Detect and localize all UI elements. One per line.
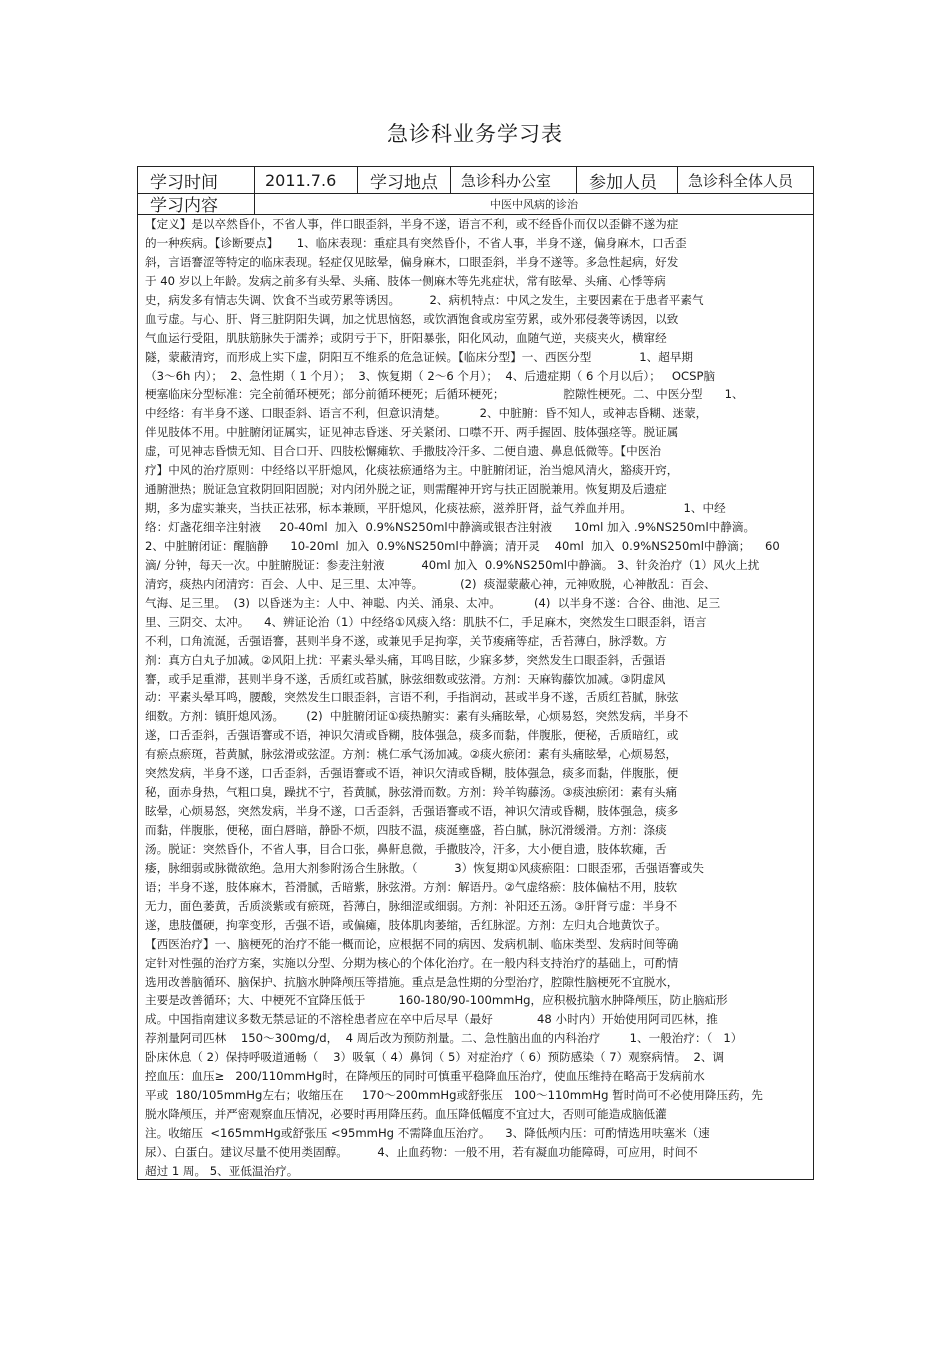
content-line: 隧，蒙蔽清窍，而形成上实下虚，阴阳互不维系的危急证候。【临床分型】一、西医分型 1、超早期 <box>145 349 694 364</box>
content-line: 气海、足三里。 (3) 以昏迷为主：人中、神聪、内关、涌泉、太冲。 (4) 以半身不遂：合谷、曲池、足三 <box>145 595 721 610</box>
content-line: 有瘀点瘀斑，苔黄腻，脉弦滑或弦涩。方剂：桃仁承气汤加减。②痰火瘀闭：素有头痛眩晕，心烦易怒， <box>145 747 678 762</box>
content-value: 中医中风病的诊治 <box>490 197 578 211</box>
content-line: 而黏，伴腹胀，便秘，面白唇暗，静卧不烦，四肢不温，痰涎壅盛，苔白腻，脉沉滑缓滑。方剂：涤痰 <box>145 823 667 837</box>
content-line: 无力，面色萎黄，舌质淡紫或有瘀斑，苔薄白，脉细涩或细弱。方剂：补阳还五汤。③肝肾亏虚：半身不 <box>145 898 678 913</box>
content-line: 语；半身不遂，肢体麻木，苔滑腻，舌暗紫，脉弦滑。方剂：解语丹。②气虚络瘀：肢体偏枯不用，肢软 <box>145 879 678 894</box>
content-line: 平或 180/105mmHg左右；收缩压在 170～200mmHg或舒张压 100～110mmHg 暂时尚可不必使用降压药，先 <box>145 1088 763 1103</box>
content-line: 伴见肢体不用。中脏腑闭证属实，证见神志昏迷、牙关紧闭、口噤不开、两手握固、肢体强痉等。脱证属 <box>145 425 679 440</box>
content-line: 络：灯盏花细辛注射液 20-40ml 加入 0.9%NS250ml中静滴或银杏注射液 10ml 加入 .9%NS250ml中静滴。 <box>145 520 756 534</box>
content-line: 超过 1 周。 5、亚低温治疗。 <box>145 1163 299 1178</box>
content-line: 疗】中风的治疗原则：中经络以平肝熄风，化痰祛瘀通络为主。中脏腑闭证，治当熄风清火，豁痰开窍， <box>145 463 679 478</box>
content-line: 选用改善脑循环、脑保护、抗脑水肿降颅压等措施。重点是急性期的分型治疗，腔隙性脑梗死不宜脱水， <box>145 974 679 989</box>
content-line: 汤。脱证：突然昏仆，不省人事，目合口张，鼻鼾息微，手撒肢冷，汗多，大小便自遗，肢体软瘫，舌 <box>145 841 667 856</box>
content-line: （3～6h 内）； 2、急性期（ 1 个月）； 3、恢复期（ 2～6 个月）； 4、后遗症期（ 6 个月以后）； OCSP脑 <box>145 368 716 383</box>
content-line: 的一种疾病。【诊断要点】 1、临床表现：重症具有突然昏仆，不省人事，半身不遂，偏身麻木，口舌歪 <box>145 235 687 250</box>
time-label: 学习时间 <box>138 167 255 193</box>
content-line: 主要是改善循环；大、中梗死不宜降压低于 160-180/90-100mmHg，应积极抗脑水肿降颅压，防止脑疝形 <box>145 993 728 1008</box>
people-label: 参加人员 <box>577 167 678 193</box>
content-line: 通腑泄热；脱证急宜救阴回阳固脱；对内闭外脱之证，则需醒神开窍与扶正固脱兼用。恢复期及后遗症 <box>145 482 667 497</box>
content-line: 遂，患肢僵硬，拘挛变形，舌强不语，或偏瘫，肢体肌肉萎缩，舌红脉涩。方剂：左归丸合地黄饮子。 <box>145 917 667 932</box>
header-row <box>138 167 813 194</box>
content-line: 史，病发多有情志失调、饮食不当或劳累等诱因。 2、病机特点：中风之发生，主要因素在于患者平素气 <box>145 292 704 307</box>
content-line: 滴/ 分钟，每天一次。中脏腑脱证：参麦注射液 40ml 加入 0.9%NS250ml中静滴。 3、针灸治疗（1）风火上扰 <box>145 557 760 572</box>
content-line: 定针对性强的治疗方案，实施以分型、分期为核心的个体化治疗。在一般内科支持治疗的基础上，可酌情 <box>145 955 679 970</box>
content-line: 謇，或手足重滞，甚则半身不遂，舌质红或苔腻，脉弦细数或弦滑。方剂：天麻钩藤饮加减。③阴虚风 <box>145 671 666 686</box>
content-line: 梗塞临床分型标准：完全前循环梗死；部分前循环梗死；后循环梗死； 腔隙性梗死。二、中医分型 1、 <box>145 387 744 402</box>
content-line: 【西医治疗】一、脑梗死的治疗不能一概而论，应根据不同的病因、发病机制、临床类型、发病时间等确 <box>145 936 679 951</box>
content-line: 脱水降颅压，并严密观察血压情况，必要时再用降压药。血压降低幅度不宜过大，否则可能造成脑低灌 <box>145 1107 667 1122</box>
content-line: 斜，言语謇涩等特定的临床表现。轻症仅见眩晕，偏身麻木，口眼歪斜，半身不遂等。多急性起病，好发 <box>145 254 679 269</box>
content-line: 清窍，痰热内闭清窍：百会、人中、足三里、太冲等。 (2) 痰湿蒙蔽心神，元神败脱，心神散乱：百会、 <box>145 576 716 591</box>
content-line: 突然发病，半身不遂，口舌歪斜，舌强语謇或不语，神识欠清或昏糊，肢体强急，痰多而黏，伴腹胀，便 <box>145 766 679 781</box>
content-line: 2、中脏腑闭证：醒脑静 10-20ml 加入 0.9%NS250ml中静滴；清开灵 40ml 加入 0.9%NS250ml中静滴； 60 <box>145 538 780 553</box>
page-title: 急诊科业务学习表 <box>387 122 563 146</box>
content-line: 气血运行受阻，肌肤筋脉失于濡养；或阴亏于下，肝阳暴张，阳化风动，血随气逆，夹痰夹火，横窜经 <box>145 330 667 345</box>
content-line: 控血压：血压≥ 200/110mmHg时，在降颅压的同时可慎重平稳降血压治疗，使血压维持在略高于发病前水 <box>145 1069 705 1084</box>
content-line: 荐剂量阿司匹林 150～300mg/d， 4 周后改为预防剂量。二、急性脑出血的内科治疗 1、一般治疗：（ 1） <box>145 1031 743 1046</box>
content-line: 尿）、白蛋白。建议尽量不使用类固醇。 4、止血药物：一般不用，若有凝血功能障碍，可应用，时间不 <box>145 1144 698 1159</box>
content-line: 细数。方剂：镇肝熄风汤。 (2) 中脏腑闭证①痰热腑实：素有头痛眩晕，心烦易怒，突然发病，半身不 <box>145 709 689 724</box>
place-value: 急诊科办公室 <box>451 167 577 193</box>
content-line: 虚，可见神志昏愦无知、目合口开、四肢松懈瘫软、手撒肢冷汗多、二便自遗、鼻息低微等。【中医治 <box>145 444 661 459</box>
place-label: 学习地点 <box>358 167 451 193</box>
study-form-table <box>137 166 814 1180</box>
content-row <box>138 193 813 215</box>
content-line: 动：平素头晕耳鸣，腰酸，突然发生口眼歪斜，言语不利，手指润动，甚或半身不遂，舌质红苔腻，脉弦 <box>145 690 679 705</box>
content-line: 剂：真方白丸子加减。②风阳上扰：平素头晕头痛，耳鸣目眩，少寐多梦，突然发生口眼歪斜，舌强语 <box>145 652 666 667</box>
content-label: 学习内容 <box>138 193 255 214</box>
content-line: 于 40 岁以上年龄。发病之前多有头晕、头痛、肢体一侧麻木等先兆症状，常有眩晕、头痛、心悸等病 <box>145 273 666 288</box>
content-line: 血亏虚。与心、肝、肾三脏阴阳失调，加之忧思恼怒，或饮酒饱食或房室劳累，或外邪侵袭等诱因，以致 <box>145 311 679 326</box>
content-line: 眩晕，心烦易怒，突然发病，半身不遂，口舌歪斜，舌强语謇或不语，神识欠清或昏糊，肢体强急，痰多 <box>145 804 679 819</box>
content-line: 痿，脉细弱或脉微欲绝。急用大剂参附汤合生脉散。（ 3）恢复期①风痰瘀阻：口眼歪邪，舌强语謇或失 <box>145 860 704 875</box>
content-line: 秘，面赤身热，气粗口臭，躁扰不宁，苔黄腻，脉弦滑而数。方剂：羚羊钩藤汤。③痰浊瘀闭：素有头痛 <box>145 785 678 800</box>
content-line: 遂，口舌歪斜，舌强语謇或不语，神识欠清或昏糊，肢体强急，痰多而黏，伴腹胀，便秘，舌质暗红，或 <box>145 728 679 743</box>
time-value: 2011.7.6 <box>255 167 358 193</box>
content-line: 【定义】是以卒然昏仆，不省人事，伴口眼歪斜，半身不遂，语言不利，或不经昏仆而仅以歪僻不遂为症 <box>145 217 679 231</box>
content-line: 里、三阴交、太冲。 4、辨证论治（1）中经络①风痰入络：肌肤不仁，手足麻木，突然发生口眼歪斜，语言 <box>145 614 707 629</box>
content-line: 不利，口角流涎，舌强语謇，甚则半身不遂，或兼见手足拘挛，关节痠痛等症，舌苔薄白，脉浮数。方 <box>145 633 667 648</box>
content-line: 期，多为虚实兼夹，当扶正祛邪，标本兼顾，平肝熄风，化痰祛瘀，滋养肝肾，益气养血并用。 1、中经 <box>145 501 726 516</box>
people-value: 急诊科全体人员 <box>688 171 794 190</box>
content-line: 注。收缩压 <165mmHg或舒张压 <95mmHg 不需降血压治疗。 3、降低颅内压：可酌情选用呋塞米（速 <box>145 1126 710 1140</box>
study-content-text <box>145 215 800 1181</box>
content-line: 成。中国指南建议多数无禁忌证的不溶栓患者应在卒中后尽早（最好 48 小时内）开始使用阿司匹林，推 <box>145 1012 718 1027</box>
content-line: 中经络：有半身不遂、口眼歪斜、语言不利，但意识清楚。 2、中脏腑：昏不知人，或神志昏糊、迷蒙， <box>145 406 708 421</box>
content-line: 卧床休息（ 2）保持呼吸道通畅（ 3）吸氧（ 4）鼻饲（ 5）对症治疗（ 6）预防感染（ 7）观察病情。 2、调 <box>145 1050 725 1065</box>
